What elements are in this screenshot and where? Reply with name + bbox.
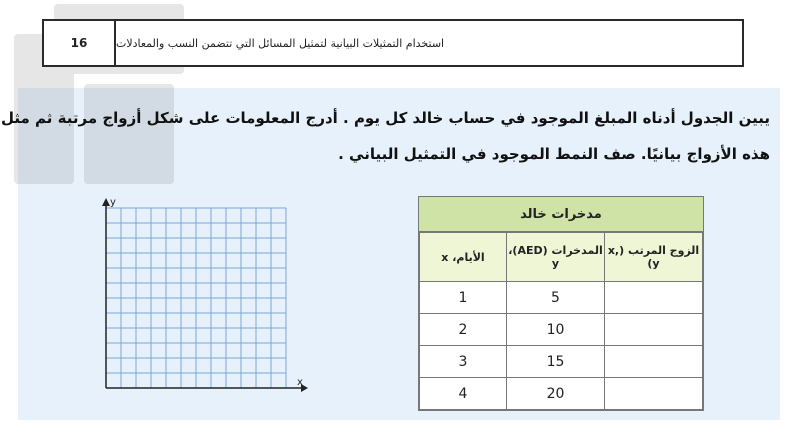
table-row — [420, 314, 703, 346]
coordinate-grid — [96, 192, 311, 408]
cell-pair[interactable] — [605, 282, 703, 314]
cell-savings: 5 — [507, 282, 605, 314]
data-table — [419, 232, 703, 410]
coordinate-grid-svg — [96, 192, 311, 404]
header-pair: الزوج المرتب (x, y) — [605, 233, 703, 282]
cell-savings: 10 — [507, 314, 605, 346]
page-number: 16 — [44, 21, 116, 65]
table-row — [420, 378, 703, 410]
table-row — [420, 346, 703, 378]
savings-table — [418, 196, 704, 411]
cell-pair[interactable] — [605, 346, 703, 378]
header-days: الأيام، x — [420, 233, 507, 282]
y-axis-label: y — [110, 197, 116, 208]
table-row — [420, 282, 703, 314]
cell-pair[interactable] — [605, 378, 703, 410]
cell-day: 3 — [420, 346, 507, 378]
table-title: مدخرات خالد — [419, 197, 703, 232]
problem-statement — [1, 100, 770, 172]
table-header-row — [420, 233, 703, 282]
cell-savings: 20 — [507, 378, 605, 410]
lesson-title: استخدام التمثيلات البيانية لتمثيل المسائل التي تتضمن النسب والمعادلات — [116, 36, 445, 50]
problem-line-2: هذه الأزواج بيانيًا. صف النمط الموجود في التمثيل البياني . — [338, 145, 770, 163]
cell-day: 2 — [420, 314, 507, 346]
cell-day: 4 — [420, 378, 507, 410]
gridlines — [106, 208, 286, 388]
y-axis-arrow-icon — [102, 198, 110, 206]
cell-pair[interactable] — [605, 314, 703, 346]
x-axis-label: x — [297, 377, 303, 388]
problem-line-1: يبين الجدول أدناه المبلغ الموجود في حساب خالد كل يوم . أدرج المعلومات على شكل أزواج مرتبة ثم مثل — [1, 109, 770, 127]
cell-day: 1 — [420, 282, 507, 314]
cell-savings: 15 — [507, 346, 605, 378]
header-savings: المدخرات (AED)، y — [507, 233, 605, 282]
header-bar — [42, 19, 744, 67]
